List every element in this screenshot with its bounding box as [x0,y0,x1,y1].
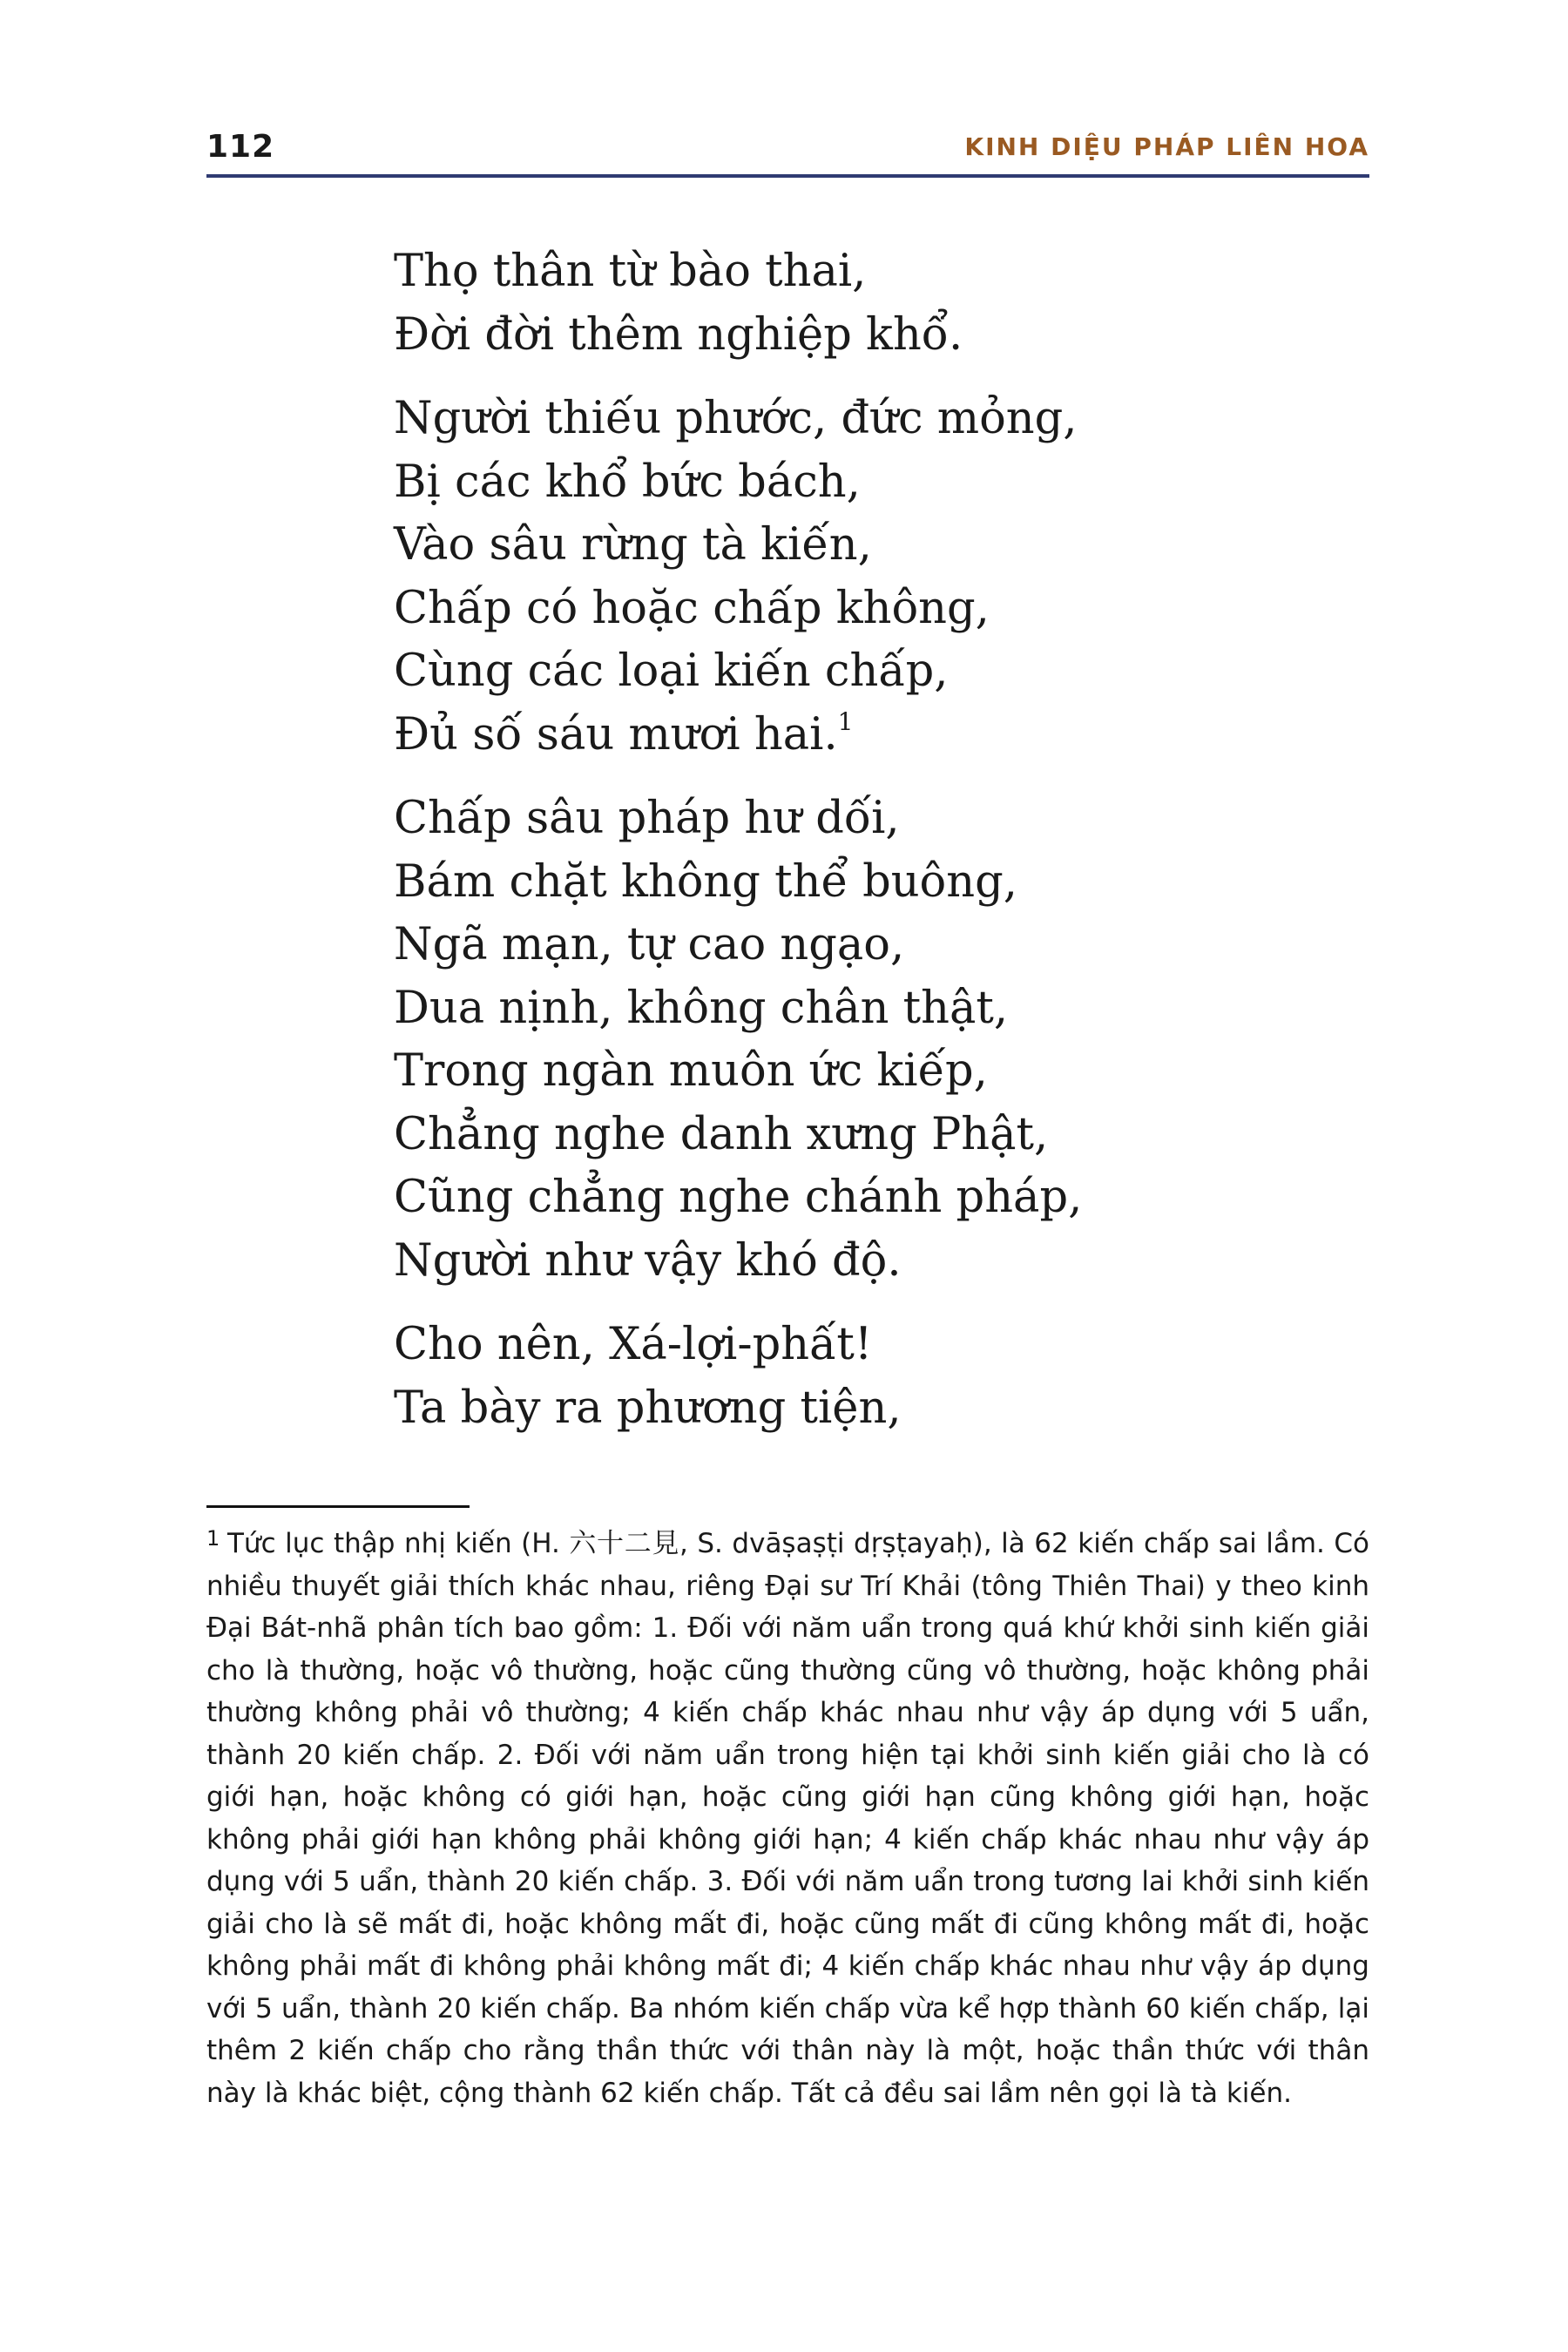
footnote: 1 Tức lục thập nhị kiến (H. 六十二見, S. dvāṣaṣṭi dṛṣṭayaḥ), là 62 kiến chấp sai lầm. Có nhiều thuyết giải thích khác nhau, riêng Đại sư Trí Khải (tông Thiên Thai) y theo kinh Đại Bát-nhã phân tích bao gồm: 1. Đối với năm uẩn trong quá khứ khởi sinh kiến giải cho là thường, hoặc vô thường, hoặc cũng thường cũng vô thường, hoặc không phải thường không phải vô thường; 4 kiến chấp khác nhau như vậy áp dụng với 5 uẩn, thành 20 kiến chấp. 2. Đối với năm uẩn trong hiện tại khởi sinh kiến giải cho là có giới hạn, hoặc không có giới hạn, hoặc cũng giới hạn cũng không giới hạn, hoặc không phải giới hạn không phải không giới hạn; 4 kiến chấp khác nhau như vậy áp dụng với 5 uẩn, thành 20 kiến chấp. 3. Đối với năm uẩn trong tương lai khởi sinh kiến giải cho là sẽ mất đi, hoặc không mất đi, hoặc cũng mất đi cũng không mất đi, hoặc không phải mất đi không phải không mất đi; 4 kiến chấp khác nhau như vậy áp dụng với 5 uẩn, thành 20 kiến chấp. Ba nhóm kiến chấp vừa kể hợp thành 60 kiến chấp, lại thêm 2 kiến chấp cho rằng thần thức với thân này là một, hoặc thần thức với thân này là khác biệt, cộng thành 62 kiến chấp. Tất cả đều sai lầm nên gọi là tà kiến. [206,1526,1369,2109]
verse-line: Chấp có hoặc chấp không, [394,582,990,634]
verse-line: Trong ngàn muôn ức kiếp, [394,1045,988,1097]
verse-line: Chẳng nghe danh xưng Phật, [394,1108,1049,1160]
verse-line: Cùng các loại kiến chấp, [394,645,949,697]
footnote-text: Tức lục thập nhị kiến (H. 六十二見, S. dvāṣaṣṭi dṛṣṭayaḥ), là 62 kiến chấp sai lầm. Có nhiều thuyết giải thích khác nhau, riêng Đại sư Trí Khải (tông Thiên Thai) y theo kinh Đại Bát-nhã phân tích bao gồm: 1. Đối với năm uẩn trong quá khứ khởi sinh kiến giải cho là thường, hoặc vô thường, hoặc cũng thường cũng vô thường, hoặc không phải thường không phải vô thường; 4 kiến chấp khác nhau như vậy áp dụng với 5 uẩn, thành 20 kiến chấp. 2. Đối với năm uẩn trong hiện tại khởi sinh kiến giải cho là có giới hạn, hoặc không có giới hạn, hoặc cũng giới hạn cũng không giới hạn, hoặc không phải giới hạn không phải không giới hạn; 4 kiến chấp khác nhau như vậy áp dụng với 5 uẩn, thành 20 kiến chấp. 3. Đối với năm uẩn trong tương lai khởi sinh kiến giải cho là sẽ mất đi, hoặc không mất đi, hoặc cũng mất đi cũng không mất đi, hoặc không phải mất đi không phải không mất đi; 4 kiến chấp khác nhau như vậy áp dụng với 5 uẩn, thành 20 kiến chấp. Ba nhóm kiến chấp vừa kể hợp thành 60 kiến chấp, lại thêm 2 kiến chấp cho rằng thần thức với thân này là một, hoặc thần thức với thân này là khác biệt, cộng thành 62 kiến chấp. Tất cả đều sai lầm nên gọi là tà kiến. [206,1528,1369,2109]
verse-line-with-footnote [394,704,1308,767]
footnote-divider [206,1505,470,1508]
verse-line: Người thiếu phước, đức mỏng, [394,393,1078,444]
verse-line: Đời đời thêm nghiệp khổ. [394,308,963,361]
stanza-4 [394,1314,1308,1440]
verse-line: Thọ thân từ bào thai, [394,246,867,297]
verse-line: Ta bày ra phương tiện, [394,1382,902,1434]
verse-line: Cũng chẳng nghe chánh pháp, [394,1172,1083,1223]
footnote-reference[interactable]: 1 [837,706,854,736]
verse-line: Cho nên, Xá-lợi-phất! [394,1319,873,1370]
page-header [206,122,1369,178]
stanza-3 [394,787,1308,1293]
stanza-2 [394,388,1308,767]
page-number: 112 [206,129,275,165]
verse-line: Chấp sâu pháp hư dối, [394,793,900,844]
verse-line: Ngã mạn, tự cao ngạo, [394,919,905,970]
verse-line-text: Đủ số sáu mươi hai. [394,708,838,760]
stanza-1 [394,240,1308,367]
running-title: KINH DIỆU PHÁP LIÊN HOA [964,132,1369,161]
verse-line: Dua nịnh, không chân thật, [394,982,1009,1034]
verse-line: Vào sâu rừng tà kiến, [394,519,872,571]
verse-line: Bám chặt không thể buông, [394,855,1017,908]
verse-line: Người như vậy khó độ. [394,1234,902,1287]
verse-line: Bị các khổ bức bách, [394,456,861,508]
verse-body [394,240,1308,1461]
